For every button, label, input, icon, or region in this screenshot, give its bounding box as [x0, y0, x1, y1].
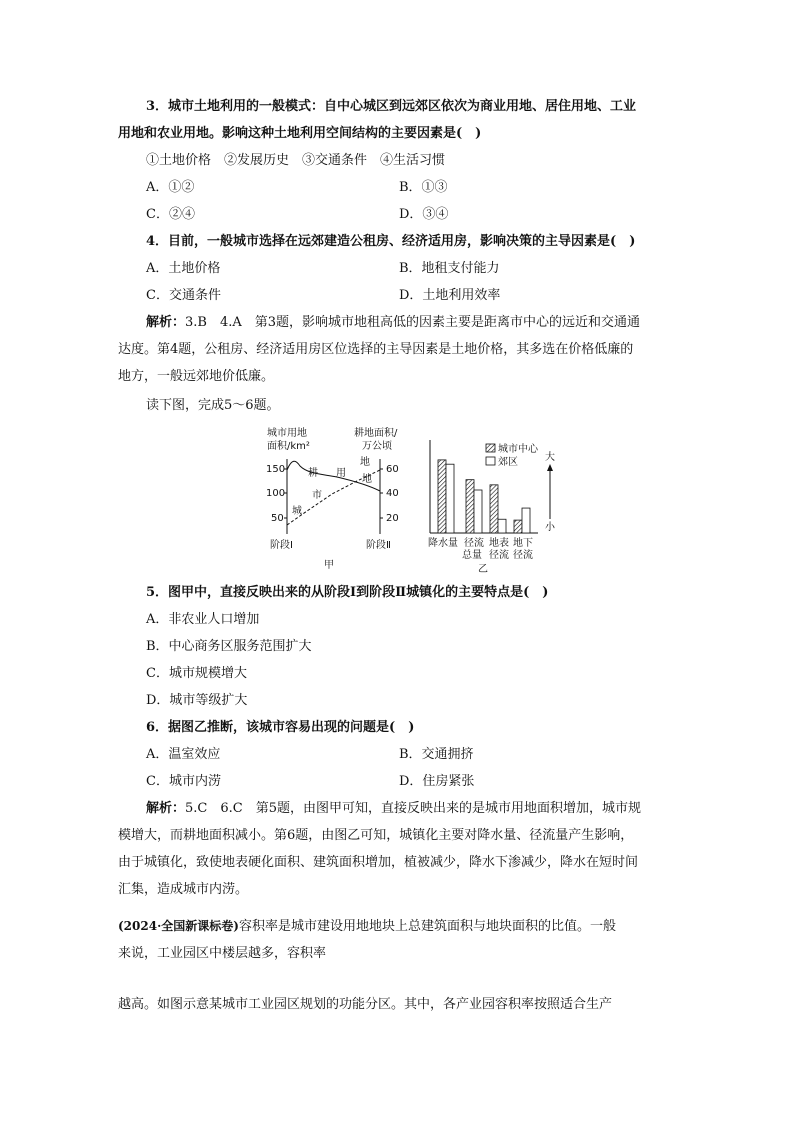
q4-option-c: C．交通条件 — [146, 288, 221, 303]
q5-option-b: B．中心商务区服务范围扩大 — [146, 639, 312, 654]
q3-items: ①土地价格 ②发展历史 ③交通条件 ④生活习惯 — [146, 153, 446, 168]
category-label-ground-1: 地下 — [513, 538, 533, 549]
analysis1-line1 — [146, 315, 640, 331]
q6-option-b: B．交通拥挤 — [399, 747, 474, 762]
scale-big-label: 大 — [545, 452, 555, 463]
category-label-surface-1: 地表 — [489, 538, 509, 549]
q4-option-d: D．土地利用效率 — [399, 288, 501, 303]
category-label-surface-2: 径流 — [489, 550, 509, 561]
analysis2-line1 — [146, 801, 641, 817]
q3-line1: 3．城市土地利用的一般模式：自中心城区到远郊区依次为商业用地、居住用地、工业 — [146, 99, 637, 114]
q4-option-b: B．地租支付能力 — [399, 261, 500, 276]
analysis2-label: 解析： — [146, 801, 186, 816]
q3-option-d: D．③④ — [399, 207, 449, 222]
q6-option-a: A．温室效应 — [146, 747, 221, 762]
right-axis-title-2: 万公顷 — [362, 441, 392, 452]
passage-line2: 来说，工业园区中楼层越多，容积率 — [118, 946, 327, 961]
legend-swatch-suburb — [486, 457, 495, 465]
left-tick-label-50: 50 — [271, 513, 284, 524]
left-axis-title-2: 面积/km² — [267, 441, 310, 452]
analysis2-line4: 汇集，造成城市内涝。 — [118, 882, 249, 897]
stage-1-label: 阶段Ⅰ — [270, 540, 293, 551]
category-label-ground-2: 径流 — [513, 550, 533, 561]
category-label-runoff-2: 总量 — [462, 550, 482, 561]
figure-yi — [422, 436, 570, 576]
analysis2-line3: 由于城镇化，致使地表硬化面积、建筑面积增加，植被减少，降水下渗减少，降水在短时间 — [118, 855, 639, 870]
q3-option-b: B．①③ — [399, 180, 448, 195]
bar-city-3 — [514, 520, 522, 533]
q3-option-a: A．①② — [146, 180, 195, 195]
q3-option-c: C．②④ — [146, 207, 195, 222]
left-axis-title-1: 城市用地 — [267, 428, 307, 439]
read-figure-instruction: 读下图，完成5～6题。 — [146, 398, 280, 413]
q5-option-c: C．城市规模增大 — [146, 666, 247, 681]
bar-city-1 — [466, 480, 474, 533]
figure-jia-caption: 甲 — [324, 560, 334, 571]
passage-line1 — [118, 918, 616, 935]
curve-label-cheng: 城 — [292, 506, 302, 517]
curve-label-di2: 地 — [362, 474, 372, 485]
q6-stem: 6．据图乙推断，该城市容易出现的问题是( ) — [146, 720, 415, 735]
passage-line3: 越高。如图示意某城市工业园区规划的功能分区。其中，各产业园容积率按照适合生产 — [118, 997, 613, 1012]
scale-arrow-head — [547, 464, 553, 471]
left-tick-label-100: 100 — [266, 488, 286, 499]
scale-small-label: 小 — [545, 522, 555, 533]
q4-stem: 4．目前，一般城市选择在远郊建造公租房、经济适用房，影响决策的主导因素是( ) — [146, 234, 636, 249]
right-tick-label-40: 40 — [386, 488, 399, 499]
right-tick-label-60: 60 — [386, 464, 399, 475]
q5-option-a: A．非农业人口增加 — [146, 612, 260, 627]
analysis2-line2: 模增大，而耕地面积减小。第6题，由图乙可知，城镇化主要对降水量、径流量产生影响， — [118, 828, 634, 843]
bar-suburb-2 — [498, 519, 506, 533]
bar-suburb-3 — [522, 508, 530, 533]
legend-label-suburb: 郊区 — [498, 457, 518, 468]
yi-bars — [438, 460, 530, 533]
right-axis-title-1: 耕地面积/ — [354, 428, 398, 439]
q4-option-a: A．土地价格 — [146, 261, 221, 276]
q6-option-d: D．住房紧张 — [399, 774, 475, 789]
category-label-precipitation: 降水量 — [428, 538, 458, 549]
analysis1-line3: 地方，一般远郊地价低廉。 — [118, 369, 275, 384]
analysis1-label: 解析： — [146, 315, 186, 330]
right-tick-label-20: 20 — [386, 513, 399, 524]
bar-suburb-1 — [474, 490, 482, 533]
q3-line2: 用地和农业用地。影响这种土地利用空间结构的主要因素是( ) — [118, 126, 482, 141]
legend-label-city: 城市中心 — [498, 444, 538, 455]
left-tick-label-150: 150 — [266, 464, 286, 475]
bar-city-0 — [438, 460, 446, 533]
bar-city-2 — [490, 485, 498, 533]
passage-source: (2024·全国新课标卷) — [118, 919, 239, 933]
q5-option-d: D．城市等级扩大 — [146, 693, 248, 708]
figure-yi-caption: 乙 — [478, 564, 488, 575]
analysis1-line2: 达度。第4题，公租房、经济适用房区位选择的主导因素是土地价格，其多选在价格低廉的 — [118, 342, 634, 357]
q6-option-c: C．城市内涝 — [146, 774, 221, 789]
analysis2-text1: 5.C 6.C 第5题，由图甲可知，直接反映出来的是城市用地面积增加，城市规 — [185, 801, 641, 816]
legend-swatch-city — [486, 444, 495, 452]
stage-2-label: 阶段Ⅱ — [366, 540, 391, 551]
curve-label-shi: 市 — [312, 490, 322, 501]
curve-label-geng: 耕 — [308, 468, 318, 479]
curve-label-yong: 用 — [336, 468, 346, 479]
analysis1-text1: 3.B 4.A 第3题，影响城市地租高低的因素主要是距离市中心的远近和交通通 — [185, 315, 641, 330]
passage-text1: 容积率是城市建设用地地块上总建筑面积与地块面积的比值。一般 — [238, 919, 616, 934]
q5-stem: 5．图甲中，直接反映出来的从阶段Ⅰ到阶段Ⅱ城镇化的主要特点是( ) — [146, 585, 549, 600]
curve-label-di1: 地 — [360, 457, 370, 468]
category-label-runoff-1: 径流 — [464, 538, 484, 549]
bar-suburb-0 — [446, 464, 454, 533]
figure-jia — [262, 424, 412, 572]
